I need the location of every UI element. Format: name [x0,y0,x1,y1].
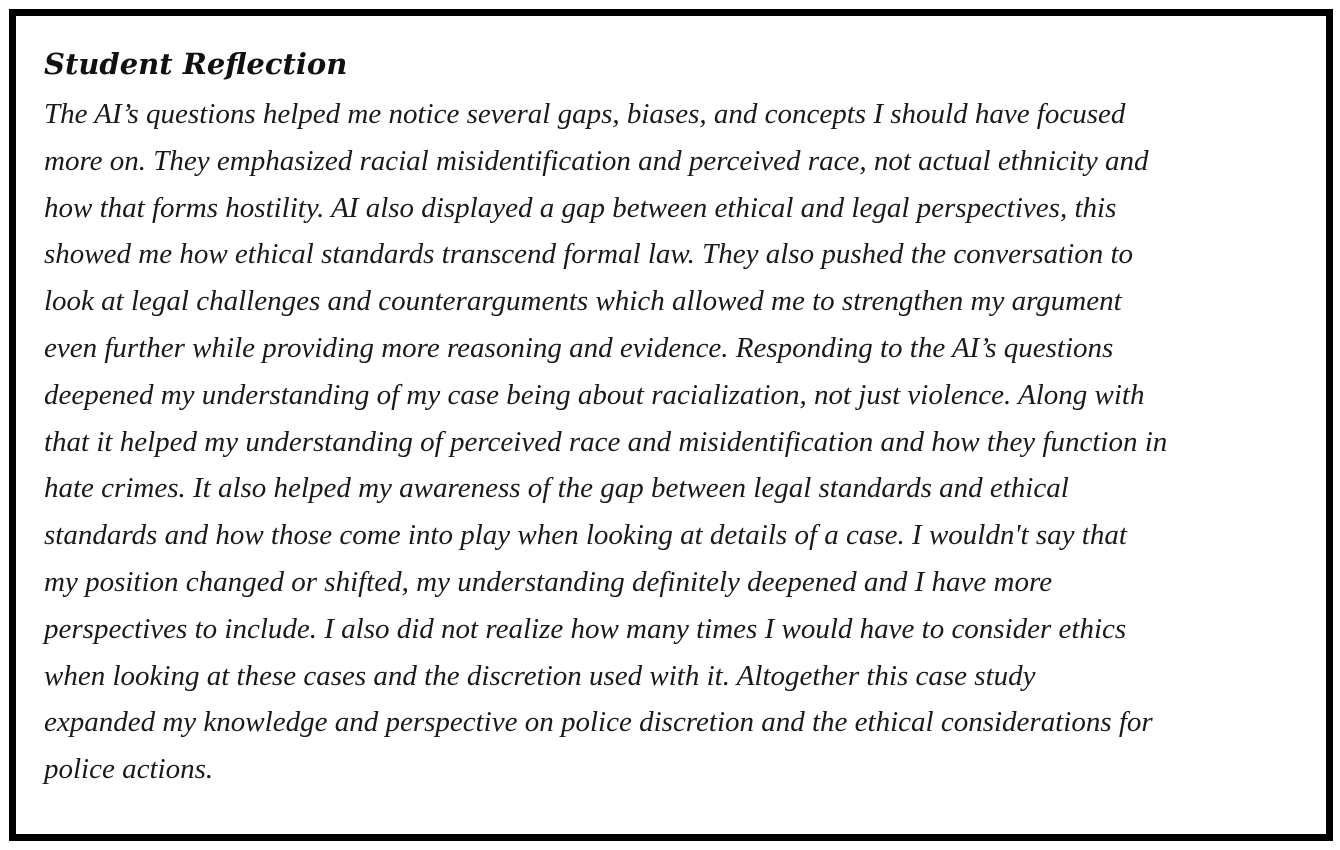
reflection-heading: Student Reflection [44,47,348,81]
reflection-line: when looking at these cases and the discretion used with it. Altogether this case study [44,659,1036,692]
reflection-box [9,9,1333,841]
reflection-line: how that forms hostility. AI also displayed a gap between ethical and legal perspectives, this [44,191,1117,224]
reflection-line: perspectives to include. I also did not realize how many times I would have to consider ethics [44,612,1127,645]
reflection-line: expanded my knowledge and perspective on police discretion and the ethical considerations for [44,706,1153,739]
reflection-line: standards and how those come into play when looking at details of a case. I wouldn't say that [44,519,1127,552]
reflection-line: look at legal challenges and counterarguments which allowed me to strengthen my argument [44,285,1122,318]
reflection-body [44,91,1167,793]
reflection-line: hate crimes. It also helped my awareness of the gap between legal standards and ethical [44,472,1069,505]
reflection-line: deepened my understanding of my case being about racialization, not just violence. Along with [44,378,1145,411]
reflection-line: showed me how ethical standards transcend formal law. They also pushed the conversation to [44,238,1134,271]
reflection-line: my position changed or shifted, my understanding definitely deepened and I have more [44,565,1053,598]
reflection-line: police actions. [44,753,214,786]
reflection-line: The AI’s questions helped me notice several gaps, biases, and concepts I should have focused [44,98,1126,130]
reflection-line: more on. They emphasized racial misidentification and perceived race, not actual ethnicity and [44,144,1149,177]
reflection-line: even further while providing more reasoning and evidence. Responding to the AI’s questions [44,331,1114,364]
reflection-line: that it helped my understanding of perceived race and misidentification and how they function in [44,425,1168,458]
